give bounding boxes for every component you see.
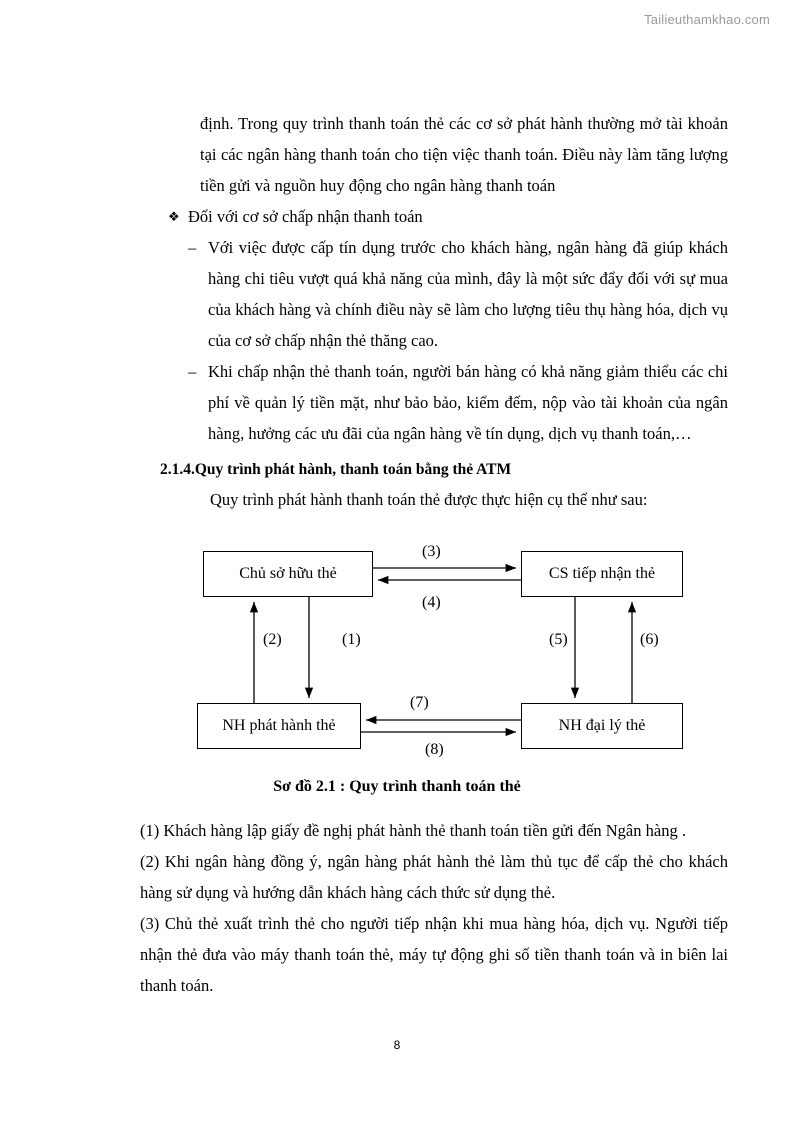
bullet-item-1-label: Đối với cơ sở chấp nhận thanh toán (188, 207, 423, 226)
site-watermark: Tailieuthamkhao.com (644, 12, 770, 27)
arrow-8-label: (8) (425, 741, 444, 758)
section-heading: 2.1.4.Quy trình phát hành, thanh toán bằng thẻ ATM (160, 461, 512, 478)
document-body (140, 108, 728, 515)
bullet-item-1 (140, 201, 728, 232)
diagram-node-card-acceptor (521, 551, 683, 597)
paragraph-continued: định. Trong quy trình thanh toán thẻ các cơ sở phát hành thường mở tài khoản tại các ngân hàng thanh toán cho tiện việc thanh toán. Điều này làm tăng lượng tiền gửi và nguồn huy động cho ngân hàng thanh toán (200, 114, 728, 195)
diagram-caption: Sơ đồ 2.1 : Quy trình thanh toán thẻ (273, 778, 521, 795)
arrow-6-label: (6) (640, 631, 659, 648)
diagram-node-agent-bank-label: NH đại lý thẻ (558, 717, 646, 735)
dash-item-1 (140, 232, 728, 356)
diagram-node-issuing-bank-label: NH phát hành thẻ (222, 717, 336, 735)
dash-item-2 (140, 356, 728, 449)
diagram-lead-in-text: Quy trình phát hành thanh toán thẻ được thực hiện cụ thể như sau: (210, 490, 648, 509)
diagram-node-agent-bank (521, 703, 683, 749)
dash-item-1-label: Với việc được cấp tín dụng trước cho khách hàng, ngân hàng đã giúp khách hàng chi tiêu vượt quá khả năng của mình, đây là một sức đẩy đối với sự mua của khách hàng và chính điều này sẽ làm cho lượng tiêu thụ hàng hóa, dịch vụ của cơ sở chấp nhận thẻ thăng cao. (208, 238, 728, 350)
florette-bullet-icon: ❖ (168, 209, 180, 224)
arrow-7-label: (7) (410, 694, 429, 711)
arrow-2-label: (2) (263, 631, 282, 648)
diagram-node-card-holder (203, 551, 373, 597)
dash-bullet-icon: – (188, 238, 197, 257)
dash-item-2-label: Khi chấp nhận thẻ thanh toán, người bán hàng có khả năng giảm thiểu các chi phí về quản lý tiền mặt, như bảo bảo, kiểm đếm, nộp vào tài khoản của ngân hàng, hưởng các ưu đãi của ngân hàng về tín dụng, dịch vụ thanh toán,… (208, 362, 728, 443)
step-note-2: (2) Khi ngân hàng đồng ý, ngân hàng phát hành thẻ làm thủ tục để cấp thẻ cho khách hàng sử dụng và hướng dẫn khách hàng cách thức sử dụng thẻ. (140, 852, 728, 902)
step-note-1: (1) Khách hàng lập giấy đề nghị phát hành thẻ thanh toán tiền gửi đến Ngân hàng . (140, 821, 686, 840)
diagram-step-notes (140, 815, 728, 1001)
page-number: 8 (393, 1038, 401, 1052)
step-note-3: (3) Chủ thẻ xuất trình thẻ cho người tiếp nhận khi mua hàng hóa, dịch vụ. Người tiếp nhận thẻ đưa vào máy thanh toán thẻ, máy tự động ghi số tiền thanh toán và in biên lai thanh toán. (140, 914, 728, 995)
arrow-1-label: (1) (342, 631, 361, 648)
arrow-4-label: (4) (422, 594, 441, 611)
diagram-node-issuing-bank (197, 703, 361, 749)
diagram-node-card-holder-label: Chủ sở hữu thẻ (239, 565, 337, 583)
dash-bullet-icon: – (188, 362, 197, 381)
payment-process-diagram (150, 540, 710, 765)
arrow-5-label: (5) (549, 631, 568, 648)
diagram-node-card-acceptor-label: CS tiếp nhận thẻ (548, 565, 656, 583)
arrow-3-label: (3) (422, 543, 441, 560)
